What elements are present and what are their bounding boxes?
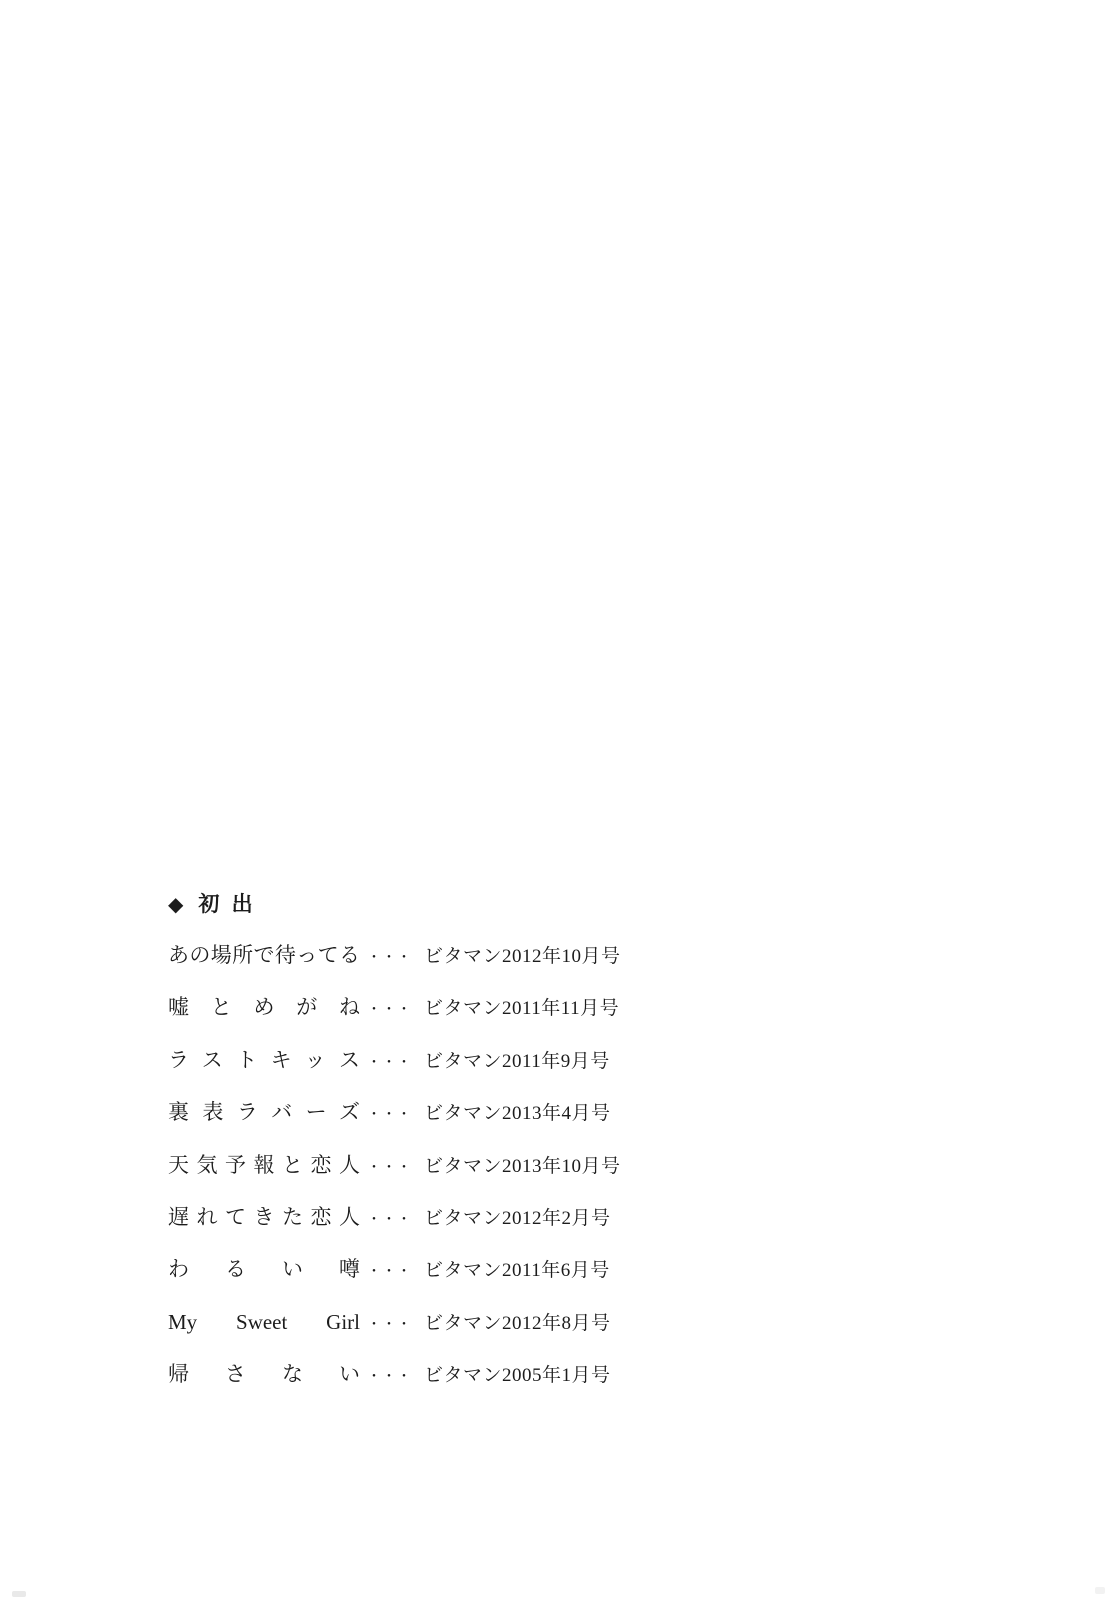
credit-row (168, 1152, 648, 1207)
publication-source: ビタマン2012年10月号 (424, 946, 621, 967)
credit-row (168, 1204, 648, 1259)
credit-row (168, 1047, 648, 1102)
credit-row (168, 1102, 648, 1154)
publication-source: ビタマン2011年6月号 (424, 1260, 610, 1282)
credits-section (168, 894, 648, 1417)
work-title: My Sweet Girl (168, 1309, 360, 1334)
publication-source: ビタマン2012年2月号 (424, 1207, 611, 1229)
dot-leader: ・・・ (367, 1370, 412, 1386)
work-title: 裏表ラバーズ (168, 1100, 360, 1125)
publication-source: ビタマン2013年4月号 (424, 1103, 611, 1125)
dot-leader: ・・・ (367, 1265, 412, 1281)
credit-row (168, 1364, 648, 1416)
diamond-icon: ◆ (168, 894, 184, 916)
dot-leader: ・・・ (367, 1160, 412, 1176)
dot-leader: ・・・ (367, 1055, 412, 1071)
work-title: 天気予報と恋人 (168, 1152, 360, 1177)
credit-row (168, 945, 648, 997)
publication-source: ビタマン2005年1月号 (424, 1365, 611, 1387)
dot-leader: ・・・ (367, 1317, 412, 1333)
work-title: ラストキッス (168, 1047, 360, 1072)
work-title: わるい噂 (168, 1257, 360, 1282)
publication-source: ビタマン2013年10月号 (424, 1155, 621, 1177)
work-title: 嘘とめがね (168, 995, 360, 1020)
dot-leader: ・・・ (367, 1108, 412, 1124)
dot-leader: ・・・ (367, 951, 412, 966)
credits-title: 初 出 (198, 892, 255, 916)
credit-row (168, 997, 648, 1049)
publication-source: ビタマン2011年11月号 (424, 998, 620, 1020)
scan-artifact (12, 1591, 26, 1597)
publication-source: ビタマン2011年9月号 (424, 1050, 610, 1072)
credit-row (168, 1259, 648, 1311)
work-title: 遅れてきた恋人 (168, 1204, 360, 1229)
work-title: あの場所で待ってる (168, 943, 360, 967)
work-title: 帰さない (168, 1362, 360, 1387)
dot-leader: ・・・ (367, 1212, 412, 1228)
credit-row (168, 1309, 648, 1364)
scan-artifact (1095, 1587, 1105, 1594)
publication-source: ビタマン2012年8月号 (424, 1312, 611, 1334)
dot-leader: ・・・ (367, 1003, 412, 1019)
credits-header (168, 894, 648, 915)
